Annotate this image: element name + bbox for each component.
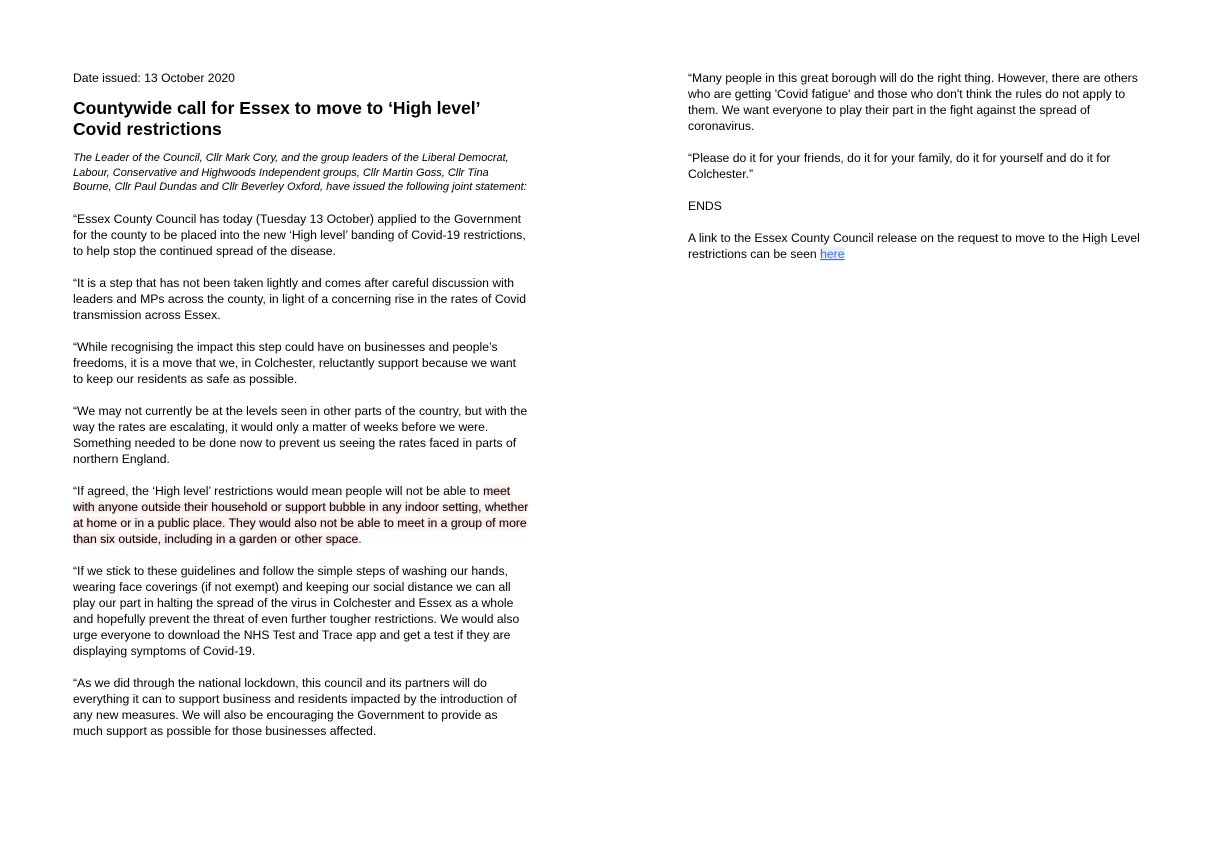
ends-marker: ENDS bbox=[688, 199, 722, 213]
restrictions-text-end: . bbox=[358, 531, 362, 546]
paragraph-levels: “We may not currently be at the levels seen in other parts of the country, but with the way the rates are escalating, it would only a matter of weeks before we were. Something needed to be done now to prevent us seeing the rates faced in parts of northern England. bbox=[73, 403, 528, 466]
left-column bbox=[73, 70, 529, 739]
paragraph-guidelines: “If we stick to these guidelines and follow the simple steps of washing our hands, wearing face coverings (if not exempt) and keeping our social distance we can all play our part in halting the spread of the virus in Colchester and Essex as a whole and hopefully prevent the threat of even further tougher restrictions. We would also urge everyone to download the NHS Test and Trace app and get a test if they are displaying symptoms of Covid-19. bbox=[73, 563, 520, 658]
paragraph-impact: “While recognising the impact this step could have on businesses and people’s freedoms, it is a move that we, in Colchester, reluctantly support because we want to keep our residents as safe as possible. bbox=[73, 339, 517, 386]
date-issued: Date issued: 13 October 2020 bbox=[73, 71, 235, 85]
here-link[interactable]: here bbox=[820, 247, 845, 261]
restrictions-text-start: “If agreed, the ‘High level’ restrictions would mean people will not be able to bbox=[73, 483, 484, 498]
paragraph-please: “Please do it for your friends, do it for your family, do it for yourself and do it for Colchester.” bbox=[688, 151, 1111, 181]
press-release-headline: Countywide call for Essex to move to ‘High level’ Covid restrictions bbox=[73, 98, 480, 139]
paragraph-covid-fatigue: “Many people in this great borough will do the right thing. However, there are others who are getting 'Covid fatigue' and those who don't think the rules do not apply to them. We want everyone to play their part in the fight against the spread of coronavirus. bbox=[688, 71, 1138, 133]
paragraph-careful-discussion: “It is a step that has not been taken lightly and comes after careful discussion with leaders and MPs across the county, in light of a concerning rise in the rates of Covid transmission across Essex. bbox=[73, 275, 526, 322]
paragraph-application: “Essex County Council has today (Tuesday 13 October) applied to the Government for the county to be placed into the new ‘High level’ banding of Covid-19 restrictions, to help stop the continued spread of the disease. bbox=[73, 211, 526, 258]
intro-statement: The Leader of the Council, Cllr Mark Cory, and the group leaders of the Liberal Democrat, Labour, Conservative and Highwoods Independent groups, Cllr Martin Goss, Cllr Tina Bourne, Cllr Paul Dundas and Cllr Beverley Oxford, have issued the following joint statement: bbox=[73, 152, 527, 193]
right-column bbox=[688, 70, 1148, 262]
paragraph-support: “As we did through the national lockdown, this council and its partners will do everything it can to support business and residents impacted by the introduction of any new measures. We will also be encouraging the Government to provide as much support as possible for those businesses affected. bbox=[73, 675, 517, 738]
paragraph-restrictions bbox=[73, 483, 529, 547]
link-intro-text: A link to the Essex County Council release on the request to move to the High Level restrictions can be seen bbox=[688, 231, 1140, 261]
highlighted-restrictions-text: meet with anyone outside their household or support bubble in any indoor setting, whether at home or in a public place. They would also not be able to meet in a group of more than six outside, including in a garden or other space bbox=[73, 483, 529, 546]
paragraph-link bbox=[688, 230, 1148, 262]
